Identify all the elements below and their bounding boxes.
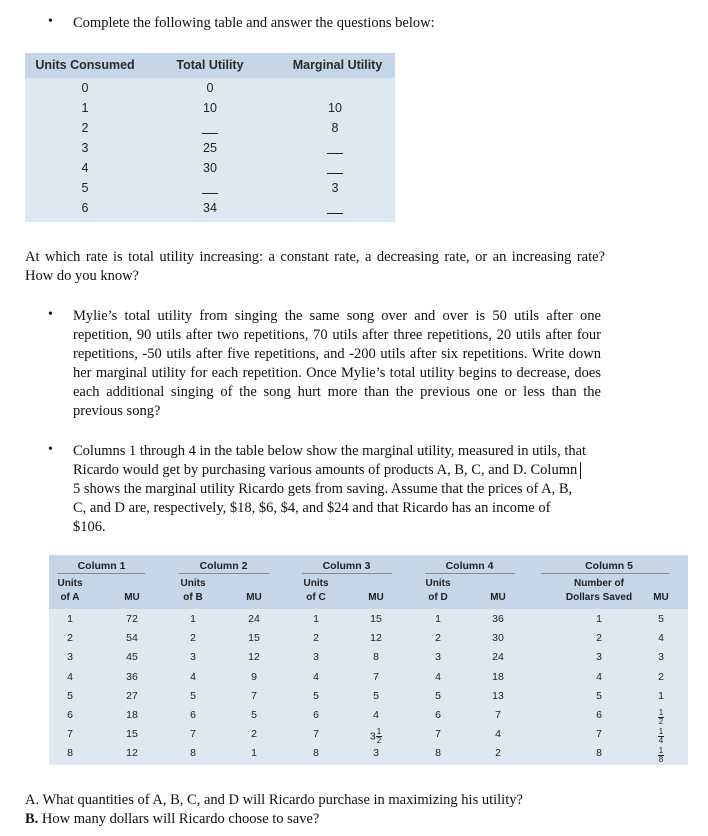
sub-header-line: of D: [428, 592, 448, 603]
mu-cell: 4: [313, 670, 319, 683]
sub-header: [559, 577, 639, 605]
column-group-rule: [179, 573, 269, 574]
mu-cell: 7: [190, 728, 196, 741]
ricardo-table-header: [49, 555, 688, 609]
sub-header-line: MU: [246, 592, 262, 603]
mu-cell: 2: [190, 632, 196, 645]
mu-cell: 5: [313, 689, 319, 702]
mu-cell: 2: [596, 632, 602, 645]
sub-header-line: Number of: [574, 578, 624, 589]
mu-cell: 9: [251, 670, 257, 683]
mu-cell: 24: [492, 651, 504, 664]
text-cursor: [580, 462, 581, 479]
mu-cell: 5: [67, 689, 73, 702]
denominator: 2: [658, 717, 664, 726]
question-a: [25, 791, 523, 810]
mu-cell: 5: [373, 689, 379, 702]
mu-cell: 8: [596, 747, 602, 760]
sub-header: [112, 591, 152, 605]
mu-cell: 6: [313, 709, 319, 721]
intro-text: Complete the following table and answer the questions below:: [73, 15, 435, 31]
mu-cell: 4: [373, 709, 379, 721]
ricardo-line: $106.: [73, 519, 106, 535]
mu-cell: 7: [313, 728, 319, 741]
mu-cell: 5: [658, 613, 664, 625]
mu-cell: 18: [492, 670, 504, 683]
utility-cell: 10: [328, 101, 342, 115]
mu-cell: 7: [67, 728, 73, 741]
mu-cell: 7: [495, 709, 501, 721]
utility-header-cell: Marginal Utility: [292, 58, 383, 72]
sub-header: [173, 577, 213, 605]
utility-cell: 2: [81, 121, 89, 135]
mu-cell: 36: [492, 613, 504, 625]
question-a-label: A.: [25, 792, 40, 808]
fraction: [376, 728, 382, 745]
mu-cell: 1: [190, 613, 196, 625]
mu-cell: 24: [248, 613, 260, 625]
sub-header-line: MU: [653, 592, 669, 603]
mu-cell: 6: [435, 709, 441, 721]
denominator: 2: [376, 736, 382, 746]
sub-header: [356, 591, 396, 605]
utility-cell: 0: [206, 81, 214, 95]
mu-cell: 2: [658, 670, 664, 683]
column-group-label: Column 1: [77, 560, 126, 572]
sub-header-line: MU: [490, 592, 506, 603]
mu-cell: 4: [435, 670, 441, 683]
mu-cell: 4: [495, 728, 501, 741]
mu-cell: 12: [370, 632, 382, 645]
column-group-rule: [541, 573, 669, 574]
utility-header-cell: Units Consumed: [35, 58, 135, 72]
mu-cell: 54: [126, 632, 138, 645]
ricardo-table: [49, 555, 688, 765]
ricardo-line: C, and D are, respectively, $18, $6, $4, and $24 and that Ricardo has an income of: [73, 500, 551, 516]
mu-cell: 1: [313, 613, 319, 625]
utility-cell: 10: [203, 101, 217, 115]
question-a-text: What quantities of A, B, C, and D will Ricardo purchase in maximizing his utility?: [42, 792, 523, 808]
mu-cell: 15: [370, 613, 382, 625]
mu-cell: 3: [373, 747, 379, 760]
mu-cell: [356, 728, 396, 745]
blank-answer-line: [327, 173, 343, 174]
column-group-label: Column 2: [199, 560, 248, 572]
mu-cell: 1: [67, 613, 73, 625]
mu-cell: 8: [313, 747, 319, 760]
mu-cell: 18: [126, 709, 138, 721]
utility-cell: 3: [81, 141, 89, 155]
blank-answer-line: [327, 213, 343, 214]
sub-header: [641, 591, 681, 605]
mu-cell: 2: [495, 747, 501, 760]
mu-cell: 3: [67, 651, 73, 664]
column-group-label: Column 3: [322, 560, 371, 572]
column-group-rule: [302, 573, 392, 574]
sub-header-line: MU: [124, 592, 140, 603]
mu-cell: 8: [190, 747, 196, 760]
mu-cell: [641, 747, 681, 764]
mu-cell: 7: [596, 728, 602, 741]
ricardo-line: 5 shows the marginal utility Ricardo gets from saving. Assume that the prices of A, B,: [73, 481, 573, 497]
utility-cell: 5: [81, 181, 89, 195]
sub-header: [296, 577, 336, 605]
ricardo-line: Ricardo would get by purchasing various amounts of products A, B, C, and D. Column: [73, 461, 633, 480]
fraction: [658, 747, 664, 764]
mu-cell: 4: [658, 632, 664, 645]
mu-cell: 3: [435, 651, 441, 664]
mu-cell: 4: [67, 670, 73, 683]
mu-cell: 2: [313, 632, 319, 645]
sub-header: [50, 577, 90, 605]
numerator: 1: [658, 727, 664, 737]
mu-cell: 8: [435, 747, 441, 760]
blank-answer-line: [327, 153, 343, 154]
mu-cell: 8: [373, 651, 379, 664]
mu-cell: 4: [190, 670, 196, 683]
mu-cell: 27: [126, 689, 138, 702]
fraction: [658, 709, 664, 726]
column-group-rule: [425, 573, 515, 574]
mu-cell: 45: [126, 651, 138, 664]
mu-cell: 5: [190, 689, 196, 702]
denominator: 4: [658, 736, 664, 746]
bullet-1-symbol: •: [48, 14, 53, 29]
bullet-3-symbol: •: [48, 442, 53, 457]
utility-cell: 6: [81, 201, 89, 215]
utility-cell: 0: [81, 81, 89, 95]
utility-table: [25, 53, 395, 222]
sub-header-line: of A: [60, 592, 80, 603]
mu-cell: 6: [596, 709, 602, 721]
sub-header-line: Units: [303, 578, 329, 589]
mu-cell: 7: [435, 728, 441, 741]
column-group-rule: [57, 573, 145, 574]
utility-cell: 4: [81, 161, 89, 175]
utility-cell: 34: [203, 201, 217, 215]
numerator: 1: [376, 727, 382, 737]
sub-header: [478, 591, 518, 605]
mu-cell: 15: [126, 728, 138, 741]
sub-header-line: Dollars Saved: [565, 592, 633, 603]
mu-cell: 5: [596, 689, 602, 702]
mu-cell: 13: [492, 689, 504, 702]
mu-cell: 36: [126, 670, 138, 683]
utility-cell: 30: [203, 161, 217, 175]
column-group-label: Column 5: [585, 560, 633, 572]
mu-cell: 2: [251, 728, 257, 741]
mu-cell: 2: [435, 632, 441, 645]
fraction: [658, 728, 664, 745]
mu-cell: 3: [313, 651, 319, 664]
numerator: 1: [658, 708, 664, 717]
sub-header: [418, 577, 458, 605]
sub-header-line: MU: [368, 592, 384, 603]
sub-header-line: of B: [183, 592, 203, 603]
utility-table-header: [25, 53, 395, 78]
question-b: [25, 810, 319, 829]
mu-cell: 5: [435, 689, 441, 702]
mu-cell: 72: [126, 613, 138, 625]
denominator: 8: [658, 755, 664, 765]
mu-cell: 6: [190, 709, 196, 721]
utility-cell: 8: [331, 121, 339, 135]
bullet-2-symbol: •: [48, 307, 53, 322]
ricardo-paragraph: [73, 442, 633, 537]
mu-cell: 30: [492, 632, 504, 645]
mu-cell: 8: [67, 747, 73, 760]
mu-cell: 3: [658, 651, 664, 664]
sub-header: [234, 591, 274, 605]
mu-cell: 7: [373, 670, 379, 683]
question-b-text: How many dollars will Ricardo choose to save?: [41, 811, 320, 827]
mu-cell: 7: [251, 689, 257, 702]
mu-cell: 3: [190, 651, 196, 664]
mu-cell: 6: [67, 709, 73, 721]
numerator: 1: [658, 746, 664, 756]
mu-cell: 12: [248, 651, 260, 664]
mu-cell: 5: [251, 709, 257, 721]
mu-cell: 1: [435, 613, 441, 625]
utility-cell: 3: [331, 181, 339, 195]
question-rate: At which rate is total utility increasing: a constant rate, a decreasing rate, or an increasing rate? How do you know?: [25, 249, 605, 284]
sub-header-line: Units: [57, 578, 83, 589]
mu-cell: 1: [658, 689, 664, 702]
mu-cell: 1: [596, 613, 602, 625]
blank-answer-line: [202, 133, 218, 134]
utility-cell: 25: [203, 141, 217, 155]
whole-number: 3: [369, 730, 376, 743]
column-group-label: Column 4: [445, 560, 494, 572]
ricardo-line: Columns 1 through 4 in the table below show the marginal utility, measured in utils, that: [73, 443, 587, 459]
sub-header-line: Units: [180, 578, 206, 589]
mu-cell: 3: [596, 651, 602, 664]
utility-header-cell: Total Utility: [176, 58, 244, 72]
blank-answer-line: [202, 193, 218, 194]
sub-header-line: Units: [425, 578, 451, 589]
mylie-paragraph: Mylie’s total utility from singing the same song over and over is 50 utils after one repetition, 90 utils after two repetitions, 70 utils after three repetitions, 20 utils after four repetitions, -50 utils after five repetitions, and -200 utils after six repetitions. Write down her marginal utility for each repetition. Once Mylie’s total utility begins to decrease, does each additional singing of the song hurt more than the previous one or less than the previous song?: [73, 308, 601, 419]
mu-cell: 12: [126, 747, 138, 760]
utility-cell: 1: [81, 101, 89, 115]
mu-cell: [641, 728, 681, 745]
question-b-label: B.: [25, 811, 39, 827]
mu-cell: 15: [248, 632, 260, 645]
mu-cell: 1: [251, 747, 257, 760]
mu-cell: 4: [596, 670, 602, 683]
sub-header-line: of C: [306, 592, 326, 603]
mu-cell: 2: [67, 632, 73, 645]
mu-cell: [641, 709, 681, 726]
